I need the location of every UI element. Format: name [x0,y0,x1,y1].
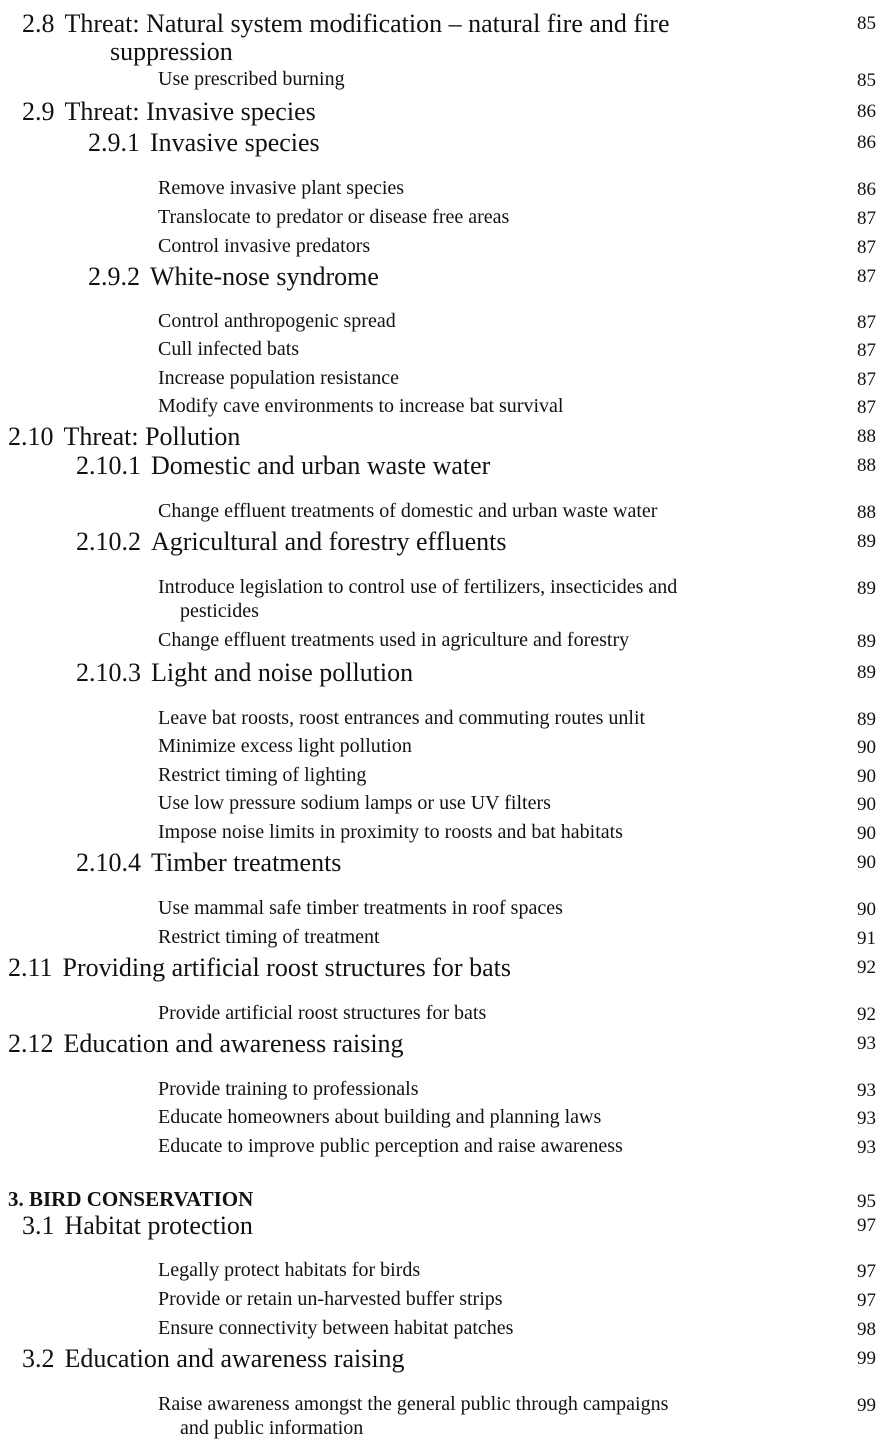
toc-page-number: 97 [857,1261,876,1282]
toc-page-number: 93 [857,1080,876,1101]
toc-entry-number: 2.10.4 [76,848,141,877]
toc-entry-number: 3.2 [22,1344,55,1373]
toc-entry-number: 2.9 [22,97,55,126]
toc-page-number: 93 [857,1033,876,1054]
toc-entry-number: 2.10.3 [76,658,141,687]
toc-page-number: 88 [857,455,876,476]
toc-entry-text: Control anthropogenic spread [158,310,396,332]
toc-entry-text: Use mammal safe timber treatments in roof spaces [158,897,563,919]
toc-entry-continuation: suppression [110,37,233,66]
toc-entry-text: Educate homeowners about building and planning laws [158,1106,602,1128]
toc-entry-text: Educate to improve public perception and raise awareness [158,1135,623,1157]
toc-entry-text: Domestic and urban waste water [151,451,491,480]
toc-entry-text: Change effluent treatments of domestic and urban waste water [158,500,658,522]
toc-page-number: 90 [857,766,876,787]
toc-entry-text: Invasive species [150,128,320,157]
toc-page-number: 87 [857,369,876,390]
toc-page-number: 86 [857,179,876,200]
toc-entry-text: Cull infected bats [158,338,300,360]
toc-entry-number: 2.12 [8,1029,54,1058]
toc-page-number: 86 [857,101,876,122]
toc-entry-number: 2.10.1 [76,451,141,480]
toc-entry-text: Light and noise pollution [151,658,414,687]
toc-entry-number: 2.10.2 [76,527,141,556]
toc-entry-text: Introduce legislation to control use of fertilizers, insecticides and [158,576,678,598]
toc-page-number: 93 [857,1108,876,1129]
toc-entry-continuation: and public information [180,1417,364,1439]
toc-page-number: 85 [857,70,876,91]
toc-page-number: 90 [857,852,876,873]
toc-entry-text: Agricultural and forestry effluents [151,527,507,556]
toc-entry-number: 3.1 [22,1211,55,1240]
toc-entry-text: Threat: Invasive species [64,97,316,126]
toc-entry-text: Providing artificial roost structures for bats [62,953,511,982]
toc-entry-text: Provide training to professionals [158,1078,419,1100]
toc-page-number: 99 [857,1395,876,1416]
toc-entry-text: Use low pressure sodium lamps or use UV filters [158,792,551,814]
toc-page-number: 89 [857,631,876,652]
toc-entry-number: 2.9.2 [88,262,140,291]
toc-page-number: 87 [857,312,876,333]
toc-entry-continuation: pesticides [180,600,259,622]
toc-entry-text: Legally protect habitats for birds [158,1259,421,1281]
toc-entry-text: Threat: Natural system modification – natural fire and fire [64,9,670,38]
toc-entry-number: 2.11 [8,953,53,982]
toc-entry-text: Minimize excess light pollution [158,735,412,757]
toc-page-number: 89 [857,709,876,730]
toc-page-number: 87 [857,208,876,229]
toc-entry-text: Ensure connectivity between habitat patches [158,1317,514,1339]
toc-entry-text: Restrict timing of treatment [158,926,380,948]
toc-page-number: 88 [857,502,876,523]
toc-page-number: 89 [857,662,876,683]
toc-entry-text: Provide or retain un-harvested buffer strips [158,1288,503,1310]
toc-entry-number: 2.10 [8,422,54,451]
toc-page-number: 90 [857,823,876,844]
toc-page-number: 90 [857,794,876,815]
toc-page-number: 98 [857,1319,876,1340]
toc-page-number: 87 [857,397,876,418]
toc-page-number: 87 [857,340,876,361]
toc-entry-text: Change effluent treatments used in agriculture and forestry [158,629,630,651]
toc-entry-text: Threat: Pollution [63,422,241,451]
toc-entry-text: 3. BIRD CONSERVATION [8,1187,254,1211]
toc-page-number: 89 [857,578,876,599]
toc-page-number: 91 [857,928,876,949]
toc-entry-text: Use prescribed burning [158,68,345,90]
toc-page-number: 95 [857,1191,876,1212]
toc-entry-text: White-nose syndrome [150,262,379,291]
toc-entry-text: Remove invasive plant species [158,177,405,199]
toc-entry-text: Control invasive predators [158,235,371,257]
toc-page-number: 87 [857,266,876,287]
toc-entry-text: Education and awareness raising [63,1029,404,1058]
toc-page-number: 87 [857,237,876,258]
toc-entry-text: Leave bat roosts, roost entrances and commuting routes unlit [158,707,646,729]
toc-page-number: 93 [857,1137,876,1158]
toc-page-number: 92 [857,1004,876,1025]
toc-entry-text: Increase population resistance [158,367,400,389]
toc-page-number: 97 [857,1215,876,1236]
toc-entry-text: Restrict timing of lighting [158,764,367,786]
toc-page-number: 99 [857,1348,876,1369]
toc-entry-text: Modify cave environments to increase bat survival [158,395,564,417]
toc-entry-number: 2.8 [22,9,55,38]
toc-page-number: 88 [857,426,876,447]
toc-page-number: 85 [857,13,876,34]
toc-page-number: 86 [857,132,876,153]
toc-page-number: 90 [857,737,876,758]
toc-entry-text: Habitat protection [64,1211,253,1240]
toc-page-number: 90 [857,899,876,920]
toc-page-number: 97 [857,1290,876,1311]
toc-entry-text: Provide artificial roost structures for bats [158,1002,487,1024]
toc-entry-text: Timber treatments [151,848,342,877]
toc-entry-text: Translocate to predator or disease free areas [158,206,510,228]
toc-entry-number: 2.9.1 [88,128,140,157]
toc-page-number: 92 [857,957,876,978]
toc-entry-text: Impose noise limits in proximity to roosts and bat habitats [158,821,623,843]
toc-entry-text: Education and awareness raising [64,1344,405,1373]
toc-entry-text: Raise awareness amongst the general public through campaigns [158,1393,669,1415]
toc-page-number: 89 [857,531,876,552]
